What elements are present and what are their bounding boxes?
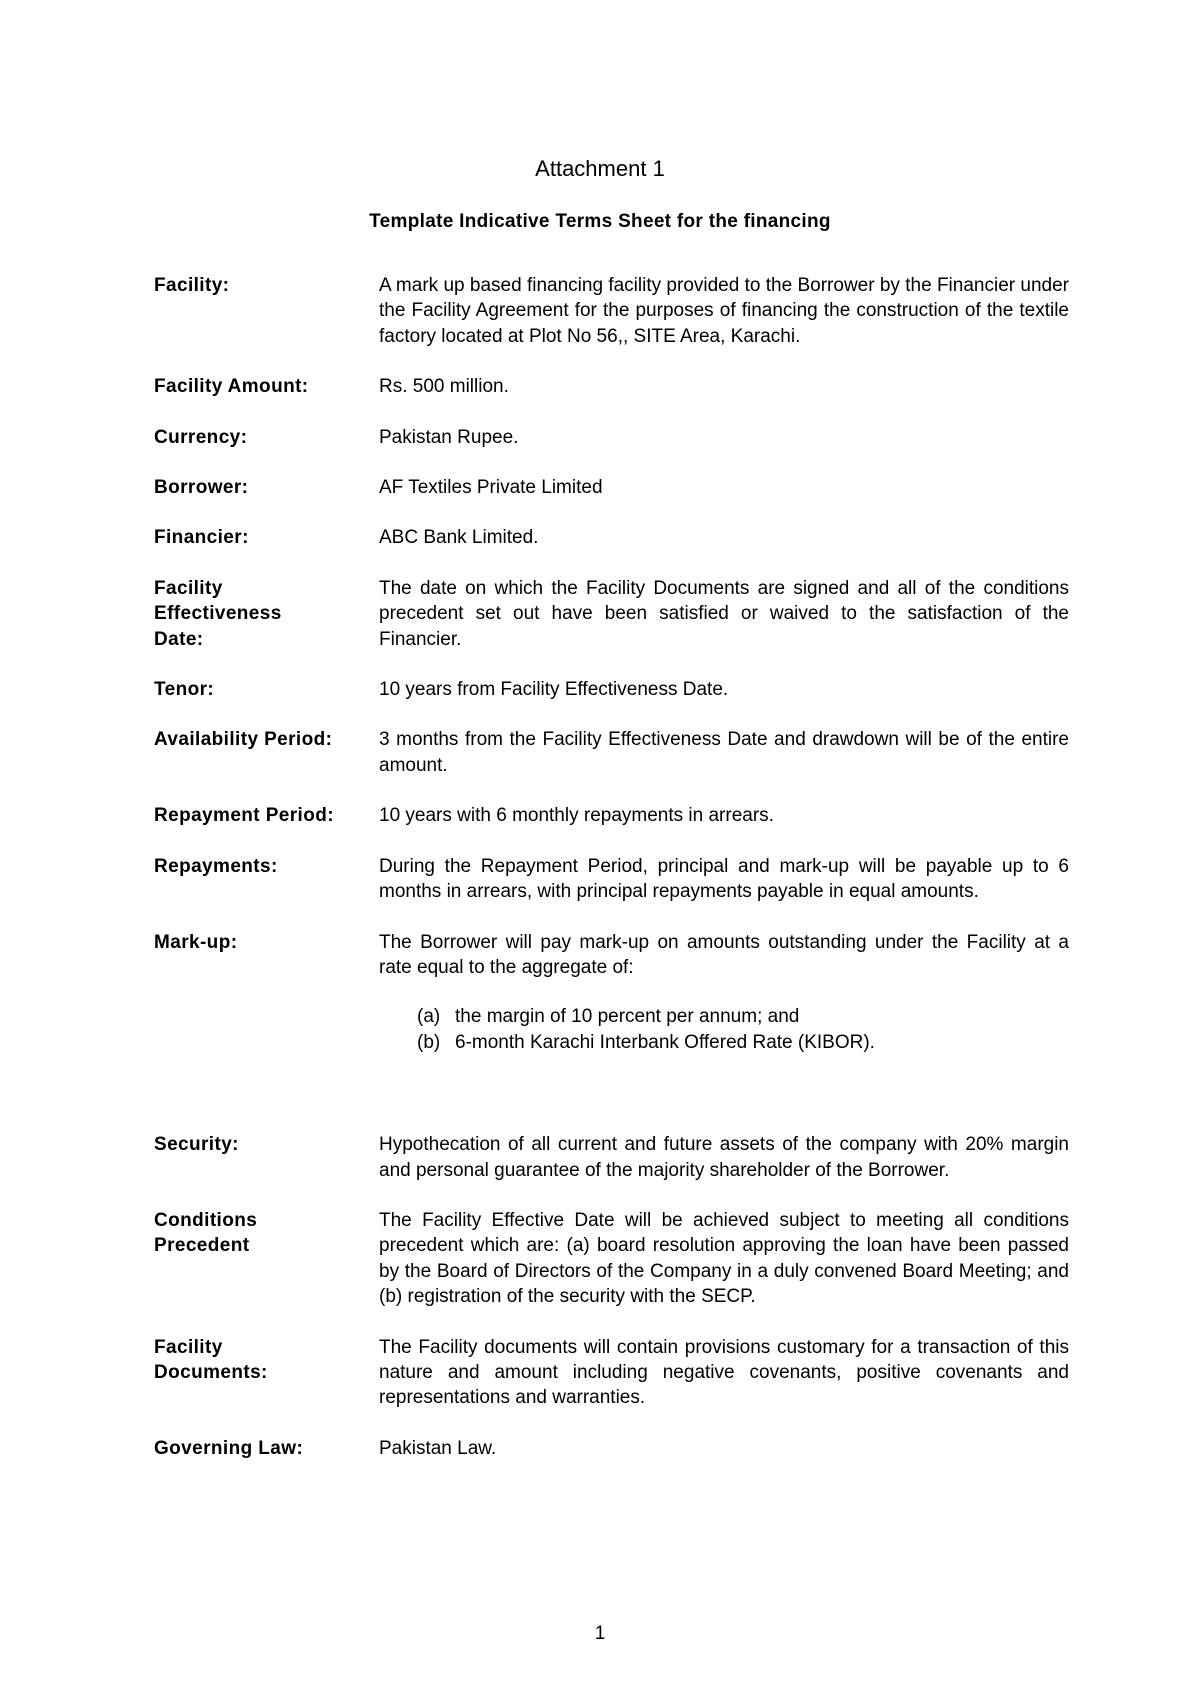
list-marker: (b)	[417, 1031, 441, 1053]
term-row-facility-effectiveness-date	[154, 576, 1069, 652]
term-value: During the Repayment Period, principal and mark-up will be payable up to 6 months in arrears, with principal repayments payable in equal amounts.	[379, 855, 1069, 903]
term-value: ABC Bank Limited.	[379, 527, 539, 549]
term-row-tenor	[154, 677, 1069, 702]
term-label: Repayment Period:	[154, 805, 334, 827]
term-value: 3 months from the Facility Effectiveness Date and drawdown will be of the entire amount.	[379, 729, 1069, 776]
term-row-repayments	[154, 854, 1069, 905]
term-label: Financier:	[154, 527, 249, 549]
term-row-financier	[154, 525, 1069, 550]
term-row-security	[154, 1132, 1069, 1183]
term-label: Security:	[154, 1134, 239, 1156]
list-item-text: 6-month Karachi Interbank Offered Rate (KIBOR).	[455, 1031, 875, 1053]
list-item	[417, 1030, 1069, 1055]
page-number: 1	[594, 1623, 606, 1644]
term-label: Tenor:	[154, 679, 215, 701]
term-label: Availability Period:	[154, 729, 333, 751]
term-row-borrower	[154, 475, 1069, 500]
term-row-conditions-precedent	[154, 1208, 1069, 1310]
term-value: Pakistan Rupee.	[379, 426, 519, 448]
term-value: The Facility documents will contain provisions customary for a transaction of this nature and amount including negative covenants, positive covenants and representations and warranties.	[379, 1336, 1069, 1409]
terms-table	[154, 273, 1069, 1461]
term-label: Governing Law:	[154, 1437, 304, 1459]
term-label: Repayments:	[154, 855, 278, 877]
term-row-repayment-period	[154, 803, 1069, 828]
document-title: Attachment 1	[535, 156, 665, 181]
term-row-currency	[154, 425, 1069, 450]
term-label: Facility Amount:	[154, 376, 309, 398]
term-value: Hypothecation of all current and future assets of the company with 20% margin and personal guarantee of the majority shareholder of the Borrower.	[379, 1134, 1069, 1181]
term-label: Currency:	[154, 426, 248, 448]
term-label: Borrower:	[154, 477, 249, 499]
term-label: Mark-up:	[154, 931, 238, 953]
term-value-block	[379, 930, 1069, 1056]
term-value: AF Textiles Private Limited	[379, 477, 603, 499]
term-value: Pakistan Law.	[379, 1437, 497, 1459]
term-value: The Facility Effective Date will be achieved subject to meeting all conditions precedent which are: (a) board resolution approving the loan have been passed by the Board of Directors of the Company in a duly convened Board Meeting; and (b) registration of the security with the SECP.	[379, 1209, 1069, 1308]
term-value: 10 years with 6 monthly repayments in arrears.	[379, 805, 774, 827]
term-label: Facility Documents:	[154, 1336, 268, 1383]
term-value: The Borrower will pay mark-up on amounts outstanding under the Facility at a rate equal to the aggregate of:	[379, 931, 1069, 978]
term-row-mark-up	[154, 930, 1069, 1056]
term-row-facility	[154, 273, 1069, 349]
term-value: Rs. 500 million.	[379, 376, 509, 398]
term-label: Facility Effectiveness Date:	[154, 577, 282, 650]
term-row-facility-amount	[154, 374, 1069, 399]
term-label: Facility:	[154, 275, 230, 296]
list-item-text: the margin of 10 percent per annum; and	[455, 1006, 800, 1028]
term-value: The date on which the Facility Documents are signed and all of the conditions precedent set out have been satisfied or waived to the satisfaction of the Financier.	[379, 577, 1069, 650]
term-value: A mark up based financing facility provided to the Borrower by the Financier under the Facility Agreement for the purposes of financing the construction of the textile factory located at Plot No 56,, SITE Area, Karachi.	[379, 275, 1069, 347]
term-row-governing-law	[154, 1436, 1069, 1461]
list-item	[417, 1004, 1069, 1029]
document-subtitle: Template Indicative Terms Sheet for the financing	[369, 211, 831, 232]
term-row-availability-period	[154, 727, 1069, 778]
term-row-facility-documents	[154, 1335, 1069, 1411]
list-marker: (a)	[417, 1006, 441, 1028]
mark-up-components-list	[379, 1004, 1069, 1055]
term-value: 10 years from Facility Effectiveness Date.	[379, 679, 729, 701]
term-label: Conditions Precedent	[154, 1209, 258, 1257]
